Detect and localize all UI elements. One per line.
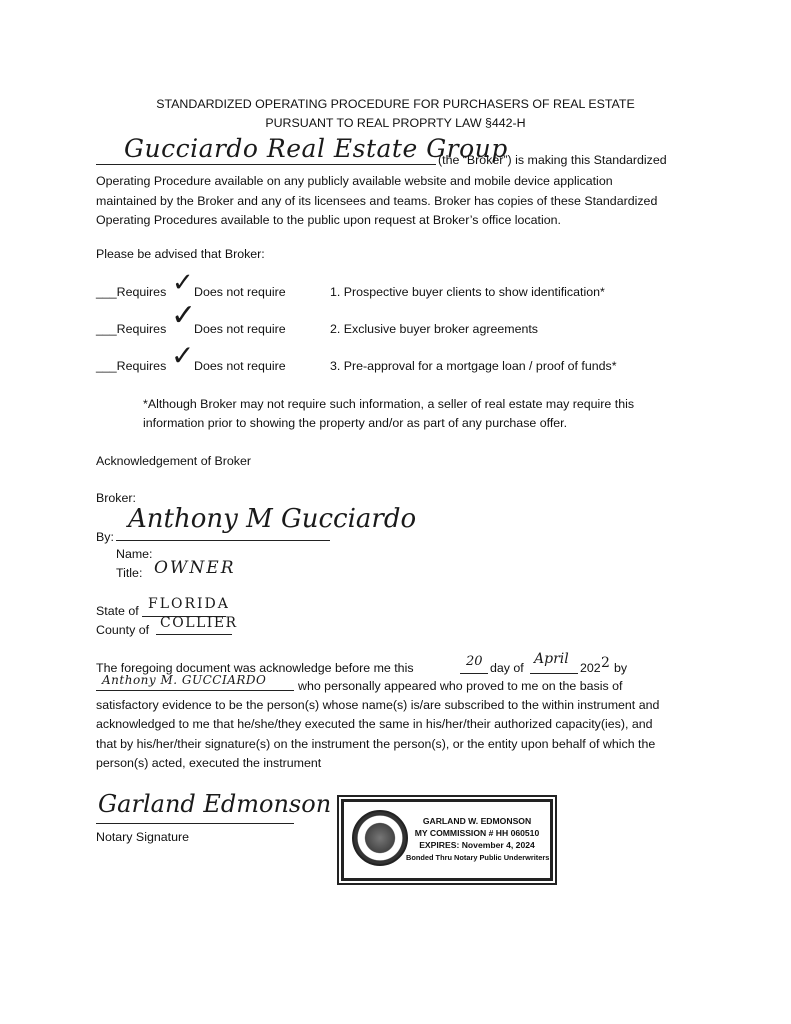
requirement-item: 2. Exclusive buyer broker agreements bbox=[330, 322, 538, 336]
notary-line1-b: day of bbox=[490, 661, 524, 675]
notary-seal-icon bbox=[352, 810, 408, 866]
county-value: COLLIER bbox=[160, 615, 238, 631]
notary-line4: acknowledged to me that he/she/they executed the same in his/her/their authorized capacity(ies), and bbox=[96, 717, 653, 731]
notary-signature: Garland Edmonson bbox=[98, 790, 332, 818]
footnote-line2: information prior to showing the property and/or as part of any purchase offer. bbox=[143, 416, 568, 430]
does-not-require-option: Does not require bbox=[194, 359, 286, 373]
person-value: Anthony M. GUCCIARDO bbox=[102, 673, 267, 687]
county-label: County of bbox=[96, 623, 150, 637]
document-title-line1: STANDARDIZED OPERATING PROCEDURE FOR PURCHASERS OF REAL ESTATE bbox=[156, 97, 635, 111]
intro-line1-tail: (the “Broker”) is making this Standardized bbox=[438, 153, 667, 167]
notary-signature-line bbox=[96, 823, 294, 824]
broker-name-line bbox=[96, 164, 436, 165]
title-value: OWNER bbox=[154, 558, 236, 578]
does-not-require-option: Does not require bbox=[194, 285, 286, 299]
does-not-require-option: Does not require bbox=[194, 322, 286, 336]
notary-stamp bbox=[341, 799, 553, 881]
state-label: State of bbox=[96, 604, 139, 618]
state-value: FLORIDA bbox=[148, 596, 230, 612]
advised-text: Please be advised that Broker: bbox=[96, 247, 265, 261]
requirement-item: 1. Prospective buyer clients to show identification* bbox=[330, 285, 605, 299]
day-value: 20 bbox=[466, 654, 483, 669]
month-line bbox=[530, 673, 578, 674]
notary-line5: that by his/her/their signature(s) on the instrument the person(s), or the entity upon behalf of which the bbox=[96, 737, 656, 751]
title-label: Title: bbox=[116, 566, 143, 580]
stamp-expires: EXPIRES: November 4, 2024 bbox=[419, 840, 535, 850]
document-title-line2: PURSUANT TO REAL PROPRTY LAW §442-H bbox=[265, 116, 526, 130]
by-label: By: bbox=[96, 530, 114, 544]
broker-name-handwritten: Gucciardo Real Estate Group bbox=[124, 134, 508, 163]
stamp-bonded: Bonded Thru Notary Public Underwriters bbox=[406, 853, 550, 862]
day-line bbox=[460, 673, 488, 674]
requirement-item: 3. Pre-approval for a mortgage loan / proof of funds* bbox=[330, 359, 617, 373]
notary-line2-tail: who personally appeared who proved to me on the basis of bbox=[298, 679, 623, 693]
check-mark-icon: ✓ bbox=[171, 298, 197, 333]
signature-line bbox=[116, 540, 330, 541]
requires-option: ___Requires bbox=[96, 285, 167, 299]
notary-line3: satisfactory evidence to be the person(s) whose name(s) is/are subscribed to the within instrument and bbox=[96, 698, 660, 712]
notary-signature-label: Notary Signature bbox=[96, 830, 189, 844]
notary-line6: person(s) acted, executed the instrument bbox=[96, 756, 322, 770]
year-suffix: 2 bbox=[601, 655, 610, 671]
footnote-line1: *Although Broker may not require such information, a seller of real estate may require this bbox=[143, 397, 635, 411]
notary-line1-a: The foregoing document was acknowledge before me this bbox=[96, 661, 414, 675]
year-prefix: 202 bbox=[580, 661, 601, 675]
name-label: Name: bbox=[116, 547, 153, 561]
requires-option: ___Requires bbox=[96, 322, 167, 336]
month-value: April bbox=[534, 651, 569, 667]
broker-label: Broker: bbox=[96, 491, 136, 505]
stamp-name: GARLAND W. EDMONSON bbox=[422, 816, 532, 826]
intro-line3: maintained by the Broker and any of its licensees and teams. Broker has copies of these Standardized bbox=[96, 194, 658, 208]
check-mark-icon: ✓ bbox=[172, 268, 194, 298]
requires-option: ___Requires bbox=[96, 359, 167, 373]
stamp-commission: MY COMMISSION # HH 060510 bbox=[414, 828, 540, 838]
person-line bbox=[96, 690, 294, 691]
acknowledgement-heading: Acknowledgement of Broker bbox=[96, 454, 251, 468]
intro-line2: Operating Procedure available on any publicly available website and mobile device application bbox=[96, 174, 613, 188]
intro-line4: Operating Procedures available to the public upon request at Broker’s office location. bbox=[96, 213, 561, 227]
broker-signature: Anthony M Gucciardo bbox=[128, 504, 417, 534]
county-line bbox=[156, 634, 232, 635]
notary-line1-c: by bbox=[614, 661, 628, 675]
check-mark-icon: ✓ bbox=[171, 339, 195, 372]
